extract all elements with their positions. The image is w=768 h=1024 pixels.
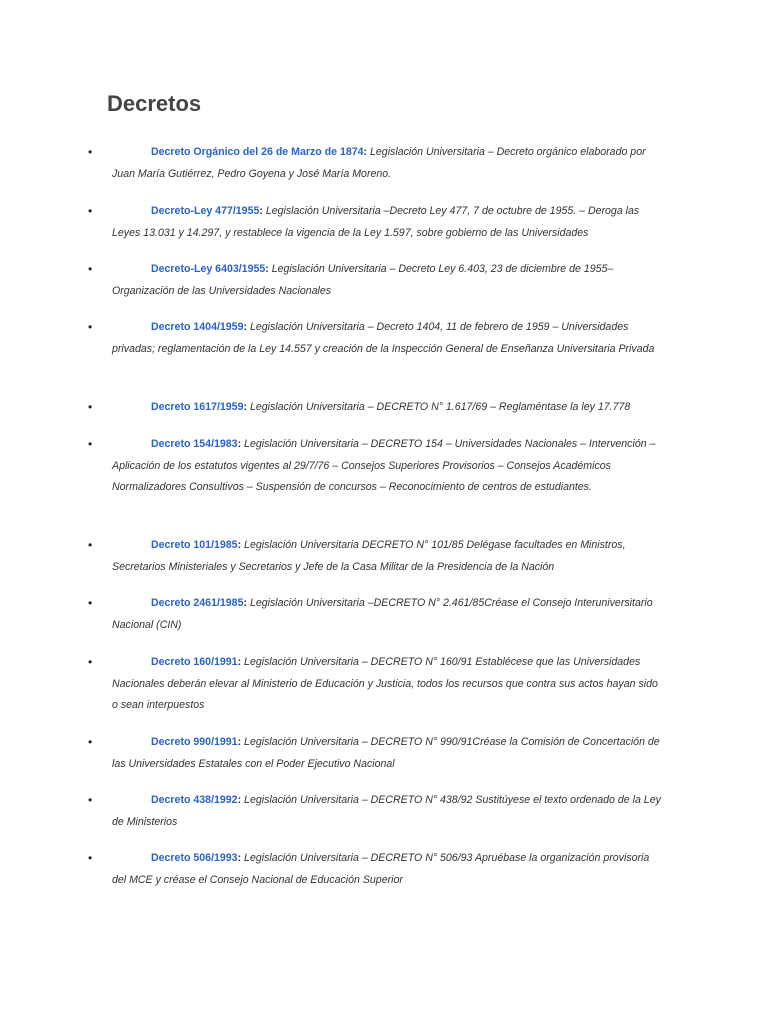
decree-link-160-1991[interactable]: Decreto 160/1991 bbox=[151, 656, 238, 668]
decree-description: Legislación Universitaria – DECRETO N° 506/93 Apruébase la organización provisoria del MCE y créase el Consejo Nacional de Educación Superior bbox=[112, 852, 650, 886]
decree-item-154-1983 bbox=[88, 434, 664, 499]
label-colon: : bbox=[237, 656, 242, 668]
bullet-icon: • bbox=[88, 400, 93, 414]
decree-link-1874[interactable]: Decreto Orgánico del 26 de Marzo de 1874 bbox=[151, 146, 364, 158]
decree-item-6403-1955 bbox=[88, 259, 664, 302]
decree-item-438-1992 bbox=[88, 790, 664, 833]
decree-description: Legislación Universitaria – Decreto orgánico elaborado por Juan María Gutiérrez, Pedro Goyena y José María Moreno. bbox=[112, 146, 646, 180]
bullet-icon: • bbox=[88, 538, 93, 552]
decree-description: Legislación Universitaria – Decreto 1404, 11 de febrero de 1959 – Universidades privadas; reglamentación de la Ley 14.557 y creación de la Inspección General de Enseñanza Universitaria Privada bbox=[112, 321, 655, 355]
bullet-icon: • bbox=[88, 145, 93, 159]
decree-description: Legislación Universitaria DECRETO N° 101/85 Delégase facultades en Ministros, Secretarios Ministeriales y Secretarios y Jefe de la Casa Militar de la Presidencia de la Nación bbox=[112, 539, 626, 573]
bullet-icon: • bbox=[88, 262, 93, 276]
decree-link-6403-1955[interactable]: Decreto-Ley 6403/1955 bbox=[151, 263, 266, 275]
bullet-icon: • bbox=[88, 320, 93, 334]
decree-link-1617-1959[interactable]: Decreto 1617/1959 bbox=[151, 401, 244, 413]
label-colon: : bbox=[243, 321, 247, 333]
label-colon: : bbox=[243, 401, 247, 413]
decree-description: Legislación Universitaria –DECRETO N° 2.461/85Créase el Consejo Interuniversitario Nacional (CIN) bbox=[112, 597, 653, 631]
label-colon: : bbox=[237, 852, 242, 864]
decree-description: Legislación Universitaria – DECRETO N° 160/91 Establécese que las Universidades Nacionales deberán elevar al Ministerio de Educación y Justicia, todos los recursos que contra sus actos hayan sido o sean interpuestos bbox=[112, 656, 658, 712]
decree-link-101-1985[interactable]: Decreto 101/1985 bbox=[151, 539, 238, 551]
label-colon: : bbox=[265, 263, 269, 275]
label-colon: : bbox=[237, 438, 242, 450]
bullet-icon: • bbox=[88, 655, 93, 669]
decree-item-160-1991 bbox=[88, 652, 664, 717]
decree-item-477-1955 bbox=[88, 201, 664, 244]
bullet-icon: • bbox=[88, 204, 93, 218]
decree-link-506-1993[interactable]: Decreto 506/1993 bbox=[151, 852, 238, 864]
decree-description: Legislación Universitaria – Decreto Ley 6.403, 23 de diciembre de 1955– Organización de las Universidades Nacionales bbox=[112, 263, 614, 297]
label-colon: : bbox=[237, 539, 242, 551]
label-colon: : bbox=[363, 146, 368, 158]
bullet-icon: • bbox=[88, 793, 93, 807]
decree-link-2461-1985[interactable]: Decreto 2461/1985 bbox=[151, 597, 244, 609]
bullet-icon: • bbox=[88, 437, 93, 451]
decree-description: Legislación Universitaria –Decreto Ley 477, 7 de octubre de 1955. – Deroga las Leyes 13.031 y 14.297, y restablece la vigencia de la Ley 1.597, sobre gobierno de las Universidades bbox=[112, 205, 640, 239]
bullet-icon: • bbox=[88, 735, 93, 749]
label-colon: : bbox=[237, 736, 242, 748]
decree-link-154-1983[interactable]: Decreto 154/1983 bbox=[151, 438, 238, 450]
label-colon: : bbox=[243, 597, 247, 609]
page-title: Decretos bbox=[107, 91, 202, 116]
decree-description: Legislación Universitaria – DECRETO 154 – Universidades Nacionales – Intervención – Aplicación de los estatutos vigentes al 29/7/76 – Consejos Superiores Provisorios – Consejos Académicos Normalizadores Consultivos – Suspensión de concursos – Reconocimiento de centros de estudiantes. bbox=[112, 438, 656, 494]
decree-link-990-1991[interactable]: Decreto 990/1991 bbox=[151, 736, 238, 748]
decree-link-1404-1959[interactable]: Decreto 1404/1959 bbox=[151, 321, 244, 333]
label-colon: : bbox=[237, 794, 242, 806]
bullet-icon: • bbox=[88, 851, 93, 865]
decree-description: Legislación Universitaria – DECRETO N° 1.617/69 – Reglaméntase la ley 17.778 bbox=[247, 401, 631, 413]
decree-link-438-1992[interactable]: Decreto 438/1992 bbox=[151, 794, 238, 806]
decree-item-1404-1959 bbox=[88, 317, 664, 360]
decree-link-477-1955[interactable]: Decreto-Ley 477/1955 bbox=[151, 205, 260, 217]
decree-item-506-1993 bbox=[88, 848, 664, 891]
decree-item-1617-1959 bbox=[88, 397, 664, 419]
label-colon: : bbox=[259, 205, 263, 217]
decree-item-2461-1985 bbox=[88, 593, 664, 636]
decree-item-101-1985 bbox=[88, 535, 664, 578]
bullet-icon: • bbox=[88, 596, 93, 610]
decree-description: Legislación Universitaria – DECRETO N° 438/92 Sustitúyese el texto ordenado de la Ley de Ministerios bbox=[112, 794, 661, 828]
decree-description: Legislación Universitaria – DECRETO N° 990/91Créase la Comisión de Concertación de las Universidades Estatales con el Poder Ejecutivo Nacional bbox=[112, 736, 660, 770]
decree-item-1874 bbox=[88, 142, 664, 185]
decree-item-990-1991 bbox=[88, 732, 664, 775]
